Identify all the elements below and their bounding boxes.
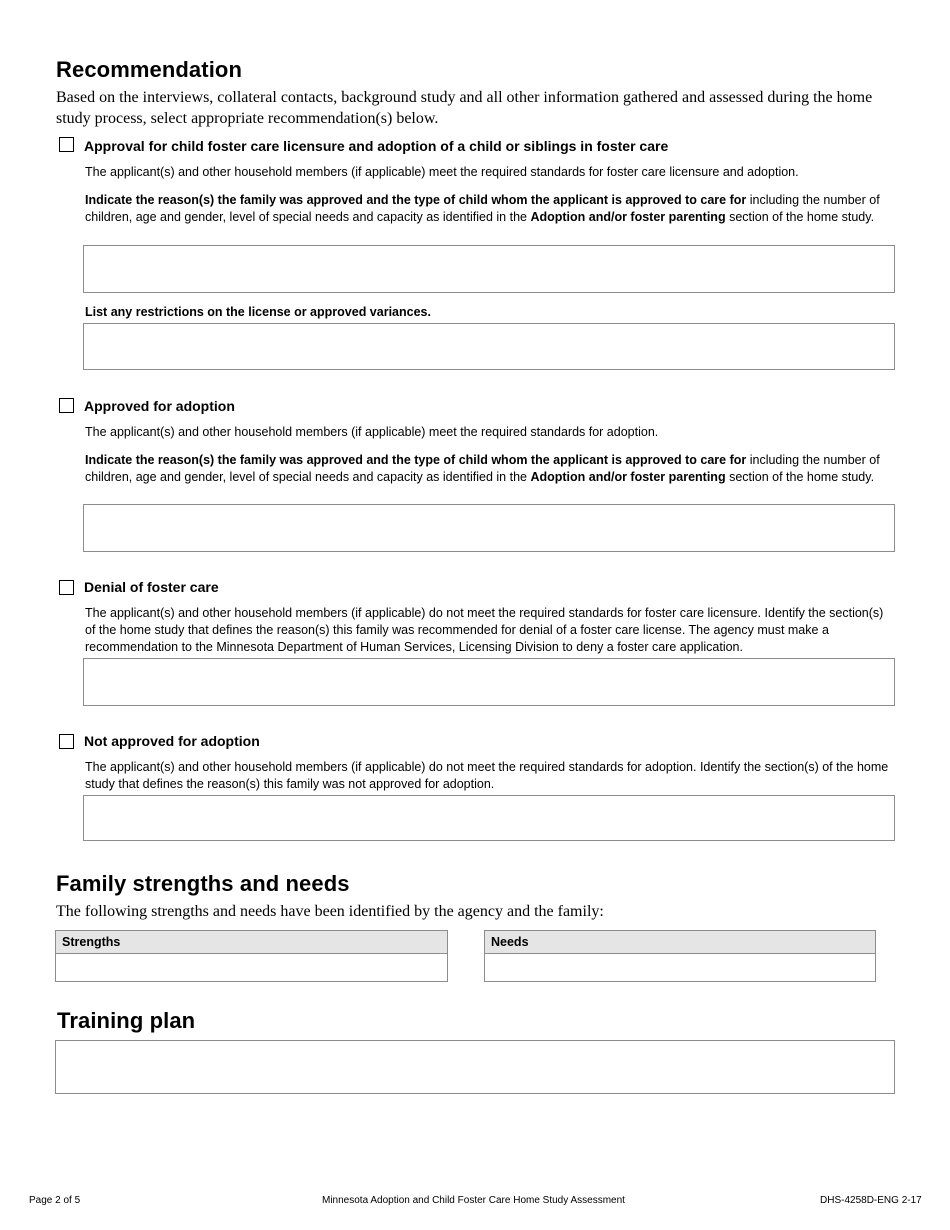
recommendation-heading: Recommendation (56, 57, 242, 82)
strengths-field[interactable] (56, 954, 447, 981)
option1-reason-text1: including the number of children, age and gender, level of special needs and capacity as identified in the (85, 193, 880, 224)
option1-reason-instructions (85, 192, 895, 226)
training-plan-field[interactable] (55, 1040, 895, 1094)
option1-restrictions-field[interactable] (83, 323, 895, 370)
option1-title: Approval for child foster care licensure and adoption of a child or siblings in foster care (84, 138, 669, 154)
not-approved-adoption-checkbox[interactable] (59, 734, 74, 749)
option3-field[interactable] (83, 658, 895, 706)
needs-header: Needs (485, 931, 875, 954)
needs-table (484, 930, 876, 982)
option2-reason-instructions (85, 452, 895, 486)
option2-title: Approved for adoption (84, 398, 235, 414)
option1-desc: The applicant(s) and other household members (if applicable) meet the required standards for foster care licensure and adoption. (85, 165, 799, 179)
option1-reason-field[interactable] (83, 245, 895, 293)
option1-restrictions-label: List any restrictions on the license or approved variances. (85, 305, 431, 319)
option1-reason-text2: section of the home study. (725, 210, 875, 224)
option2-reason-bold2: Adoption and/or foster parenting (530, 470, 726, 484)
strengths-table (55, 930, 448, 982)
option2-reason-text2: section of the home study. (725, 470, 875, 484)
option2-desc: The applicant(s) and other household members (if applicable) meet the required standards for adoption. (85, 425, 659, 439)
option4-field[interactable] (83, 795, 895, 841)
footer-title: Minnesota Adoption and Child Foster Care Home Study Assessment (322, 1195, 625, 1206)
option4-title: Not approved for adoption (84, 733, 260, 749)
denial-foster-care-checkbox[interactable] (59, 580, 74, 595)
footer-form-code: DHS-4258D-ENG 2-17 (820, 1195, 922, 1206)
recommendation-intro: Based on the interviews, collateral contacts, background study and all other information gathered and assessed during the home study process, select appropriate recommendation(s) below. (56, 89, 873, 127)
needs-field[interactable] (485, 954, 875, 981)
footer-page-number: Page 2 of 5 (29, 1195, 81, 1206)
option1-reason-bold2: Adoption and/or foster parenting (530, 210, 726, 224)
option3-title: Denial of foster care (84, 579, 219, 595)
approval-foster-adoption-checkbox[interactable] (59, 137, 74, 152)
strengths-header: Strengths (56, 931, 447, 954)
option2-reason-bold: Indicate the reason(s) the family was approved and the type of child whom the applicant is approved to care for (85, 453, 747, 467)
option1-reason-bold: Indicate the reason(s) the family was approved and the type of child whom the applicant is approved to care for (85, 193, 747, 207)
option2-reason-field[interactable] (83, 504, 895, 552)
option2-reason-text1: including the number of children, age and gender, level of special needs and capacity as identified in the (85, 453, 880, 484)
training-heading: Training plan (57, 1008, 196, 1033)
option4-desc: The applicant(s) and other household members (if applicable) do not meet the required standards for adoption. Identify the section(s) of the home study that defines the reason(s) this family was not approved for adoption. (85, 760, 889, 791)
approved-adoption-checkbox[interactable] (59, 398, 74, 413)
option3-desc: The applicant(s) and other household members (if applicable) do not meet the required standards for foster care licensure. Identify the section(s) of the home study that defines the reason(s) this family was recommended for denial of a foster care license. The agency must make a recommendation to the Minnesota Department of Human Services, Licensing Division to deny a foster care application. (85, 606, 884, 654)
family-heading: Family strengths and needs (56, 871, 350, 896)
family-intro: The following strengths and needs have been identified by the agency and the family: (56, 903, 604, 920)
